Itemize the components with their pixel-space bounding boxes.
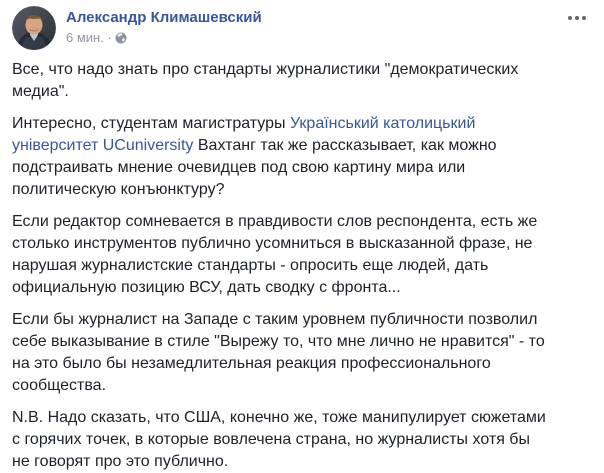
- paragraph-text: Вахтанг так же рассказывает, как можно подстраивать мнение очевидцев под свою картину мира или политическую конъюнктуру?: [12, 137, 497, 198]
- meta-separator: ·: [103, 30, 116, 45]
- post-paragraph-4: Если бы журналист на Западе с таким уровнем публичности позволил себе выказывание в стиле "Вырежу то, что мне лично не нравится" - то на это было бы незамедлительная реакция профессионального сообщества.: [12, 311, 545, 394]
- university-page-link[interactable]: Український католицький університет UCuniversity: [12, 115, 476, 154]
- post-paragraph-2: [12, 113, 546, 201]
- post-paragraph-1: Все, что надо знать про стандарты журналистики "демократических медиа".: [12, 61, 519, 100]
- ellipsis-icon: [568, 16, 586, 20]
- header-text: [66, 6, 262, 45]
- post-paragraph-3: Если редактор сомневается в правдивости слов респондента, есть же столько инструментов публично усомниться в высказанной фразе, не нарушая журналистские стандарты - опросить еще людей, дать официальную позицию ВСУ, дать сводку с фронта...: [12, 213, 538, 296]
- timestamp-link[interactable]: 6 мин.: [66, 30, 104, 45]
- post-meta: [66, 30, 262, 45]
- user-portrait-icon: [12, 6, 56, 50]
- author-name-link[interactable]: Александр Климашевский: [66, 9, 262, 26]
- post-options-button[interactable]: [562, 10, 592, 26]
- post-paragraph-5: N.B. Надо сказать, что США, конечно же, тоже манипулирует сюжетами с горячих точек, в которые вовлечена страна, но журналисты хотя бы не говорят про это публично.: [12, 409, 546, 470]
- post-body: [12, 59, 546, 473]
- globe-icon: [115, 32, 127, 44]
- avatar[interactable]: [12, 6, 56, 50]
- paragraph-text: Интересно, студентам магистратуры: [12, 115, 290, 132]
- post-header: [12, 6, 592, 50]
